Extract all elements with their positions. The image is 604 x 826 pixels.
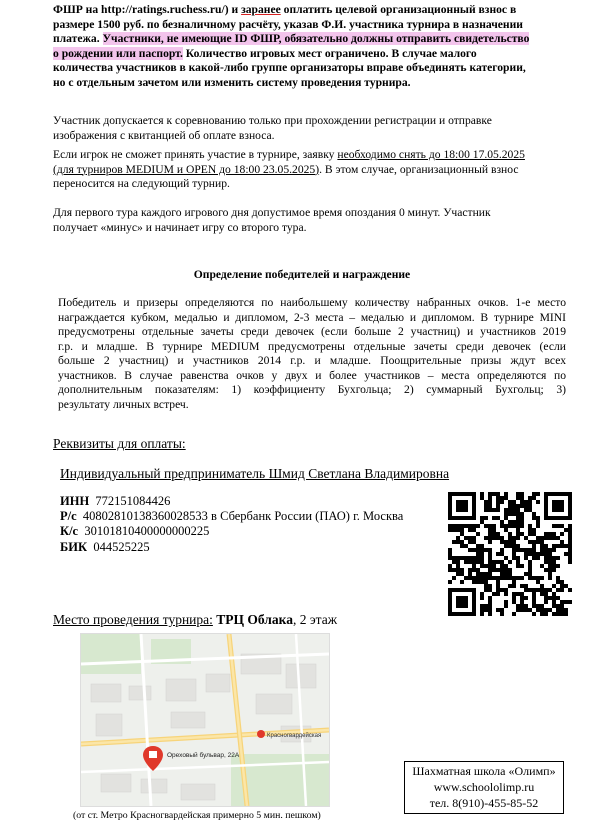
highlighted-notice: Участники, не имеющие ID ФШР, обязательно должны отправить свидетельство: [102, 32, 530, 45]
registration-paragraph: [53, 114, 573, 143]
winners-line: больше 2 участниц) и участников 2014 г.р. и младше. Поощрительные призы ждут всех: [58, 354, 566, 367]
lateness-line: Для первого тура каждого игрового дня допустимое время опоздания 0 минут. Участник: [53, 206, 491, 219]
intro-line: но с отдельным зачетом или изменить систему проведения турнира.: [53, 75, 411, 89]
intro-line: [53, 32, 573, 47]
cancellation-line: переносится на следующий турнир.: [53, 177, 230, 190]
school-name: Шахматная школа «Олимп»: [412, 764, 556, 778]
intro-paragraph: [53, 3, 573, 90]
intro-line: размере 1500 руб. по безналичному расчёту, указав Ф.И. участника турнира в назначении: [53, 17, 523, 31]
payment-heading: Реквизиты для оплаты:: [53, 436, 186, 451]
map-address-label: Ореховый бульвар, 22А: [167, 752, 240, 759]
cancellation-text: Если игрок не сможет принять участие в турнире, заявку: [53, 148, 338, 161]
winners-line: предусмотрены отдельные зачеты среди девочек (если больше 2 участниц) и участников 2019: [58, 325, 566, 338]
registration-line: изображения с квитанцией об оплате взноса.: [53, 128, 275, 142]
intro-line: [53, 47, 573, 62]
intro-text: оплатить целевой организационный взнос в: [280, 3, 517, 16]
winners-paragraph: [58, 296, 566, 412]
payment-details: [60, 494, 403, 555]
highlighted-notice: о рождении или паспорт.: [53, 46, 183, 60]
venue-floor: , 2 этаж: [292, 612, 338, 627]
ks-label: К/с: [60, 524, 79, 539]
school-website[interactable]: www.schoololimp.ru: [433, 780, 535, 794]
inn-label: ИНН: [60, 494, 90, 508]
winners-line: Победитель и призеры определяются по наибольшему количеству набранных очков. 1-е место: [58, 296, 566, 309]
cancellation-deadline: необходимо снять до 18:00 17.05.2025: [337, 148, 525, 161]
inn-row: [60, 494, 403, 509]
registration-line: Участник допускается к соревнованию только при прохождении регистрации и отправке: [53, 114, 492, 127]
map-graphic: [81, 634, 329, 806]
venue-line: [53, 612, 337, 628]
venue-map: [80, 633, 330, 807]
cancellation-paragraph: [53, 148, 573, 192]
lateness-line: получает «минус» и начинает игру со второго тура.: [53, 220, 307, 234]
winners-line: дополнительным показателям: 1) коэффициенту Бухгольца; 2) суммарный Бухгольц; 3): [58, 383, 566, 396]
winners-line: результату личных встреч.: [58, 397, 189, 411]
winners-heading: Определение победителей и награждение: [193, 268, 411, 281]
inn-value: 772151084426: [95, 494, 171, 508]
cancellation-line: [53, 163, 573, 178]
ks-row: [60, 524, 403, 539]
venue-name: ТРЦ Облака: [216, 612, 293, 627]
cancellation-line: [53, 148, 573, 163]
rs-value: 40802810138360028533 в Сбербанк России (ПАО) г. Москва: [82, 509, 404, 524]
cancellation-deadline: (для турниров MEDIUM и OPEN до 18:00 23.05.2025): [53, 162, 320, 176]
school-contact-box: [404, 761, 564, 814]
lateness-paragraph: [53, 206, 573, 235]
intro-text: платежа.: [53, 32, 103, 45]
venue-label: Место проведения турнира:: [53, 612, 213, 627]
metro-label: Красногвардейская: [267, 733, 322, 739]
intro-line: количества участников в какой-либо группе организаторы вправе объединять категории,: [53, 61, 526, 74]
cancellation-text: . В этом случае, организационный взнос: [319, 162, 519, 176]
ks-value: 30101810400000000225: [84, 524, 210, 539]
payment-qr-code: [448, 492, 572, 616]
intro-emphasis: заранее: [241, 3, 281, 16]
school-phone: тел. 8(910)-455-85-52: [429, 796, 539, 810]
bik-value: 044525225: [93, 539, 150, 554]
rs-label: Р/с: [60, 509, 77, 524]
winners-line: награждается кубком, медалью и дипломом, 2-3 места – медалью и дипломом. В турнире MINI: [58, 310, 566, 324]
winners-line: участников. В случае равенства очков у двух и более участников – места определяются по: [58, 368, 566, 382]
payment-recipient: Индивидуальный предприниматель Шмид Светлана Владимировна: [60, 466, 450, 481]
intro-text: Количество игровых мест ограничено. В случае малого: [182, 46, 477, 60]
rs-row: [60, 509, 403, 524]
intro-text: ФШР на http://ratings.ruchess.ru/) и: [53, 3, 242, 16]
intro-line: [53, 3, 573, 18]
metro-icon: [257, 730, 265, 738]
bik-label: БИК: [60, 539, 88, 554]
map-caption: (от ст. Метро Красногвардейская примерно 5 мин. пешком): [73, 810, 321, 821]
winners-line: г.р. и младше. В турнире MEDIUM предусмотрены отдельные зачеты среди девочек (если: [58, 339, 566, 353]
bik-row: [60, 540, 403, 555]
